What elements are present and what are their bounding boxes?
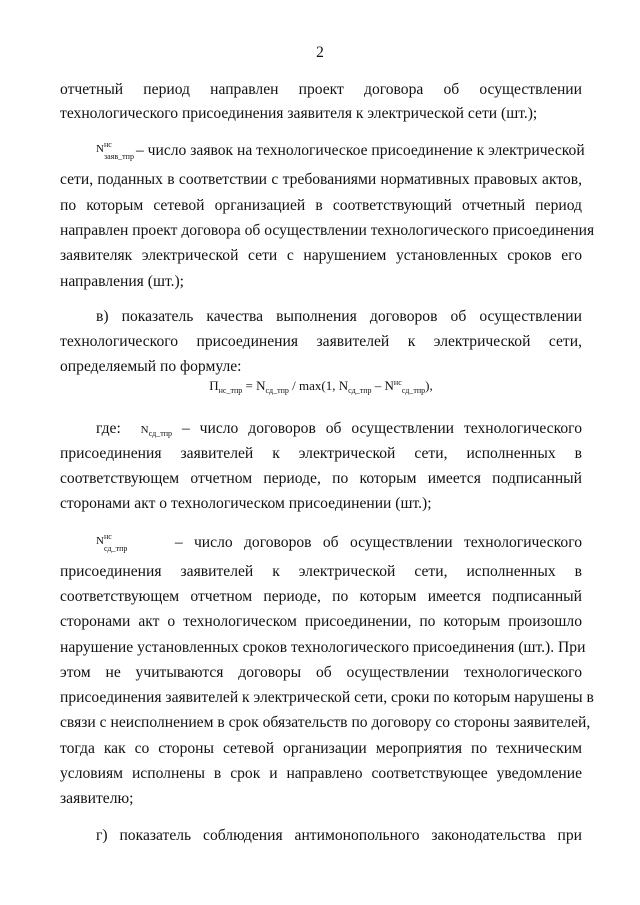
text-line: в) показатель качества выполнения договоров об осуществлении: [96, 308, 582, 325]
text-line: сети, поданных в соответствии с требованиями нормативных правовых актов,: [60, 171, 582, 188]
page-number: 2: [316, 44, 324, 61]
text-line: соответствующем отчетном периоде, по которым имеется подписанный: [60, 588, 582, 605]
text-line: заявителяк электрической сети с нарушением установленных сроков его: [60, 247, 582, 264]
text-line: присоединения заявителей к электрической сети, исполненных в: [60, 563, 582, 580]
text-line: технологического присоединения заявителя к электрической сети (шт.);: [60, 105, 538, 122]
text-line: направления (шт.);: [60, 273, 185, 290]
text-line: г) показатель соблюдения антимонопольного законодательства при: [96, 827, 582, 844]
symbol-n-zayav: Nнс заяв_тпр: [96, 139, 134, 161]
symbol-n-sd: Nнс сд_тпр: [96, 531, 128, 553]
text-line: присоединения заявителей к электрической сети, исполненных в: [60, 445, 582, 462]
text-line: сторонами акт о технологическом присоединении (шт.);: [60, 495, 432, 512]
definition-line: где: $N_{сд\_тпр}$ – число договоров об осуществлении технологического: [96, 420, 582, 438]
text-line: условиям исполнены в срок и направлено соответствующее уведомление: [60, 765, 582, 782]
text-line: технологического присоединения заявителей к электрической сети,: [60, 333, 582, 350]
text-line: сторонами акт о технологическом присоединении, по которым произошло: [60, 613, 582, 630]
text-line: направлен проект договора об осуществлении технологического присоединения: [60, 222, 595, 239]
text-line: заявителю;: [60, 790, 134, 807]
text-line: тогда как со стороны сетевой организации мероприятия по техническим: [60, 740, 582, 757]
definition-line: Nнс сд_тпр – число договоров об осуществлении технологического: [96, 531, 583, 553]
text-line: связи с неисполнением в срок обязательств по договору со стороны заявителей,: [60, 714, 591, 731]
text-line: этом не учитываются договоры об осуществлении технологического: [60, 664, 582, 681]
text-line: присоединения заявителей к электрической сети, сроки по которым нарушены в: [60, 689, 594, 706]
text-line: по которым сетевой организацией в соответствующий отчетный период: [60, 197, 582, 214]
formula: $П_{нс\_тпр} = N_{сд\_тпр} / \max(1$, $N_{сд\_тпр} - N^{нс}_{сд\_тпр}$),: [209, 378, 433, 395]
text-line: соответствующем отчетном периоде, по которым имеется подписанный: [60, 470, 582, 487]
text-line: нарушение установленных сроков технологического присоединения (шт.). При: [60, 639, 586, 656]
text-line: определяемый по формуле:: [60, 358, 242, 375]
text-line: отчетный период направлен проект договора об осуществлении: [60, 81, 582, 98]
definition-line: Nнс заяв_тпр – число заявок на технологическое присоединение к электрической: [96, 139, 585, 161]
